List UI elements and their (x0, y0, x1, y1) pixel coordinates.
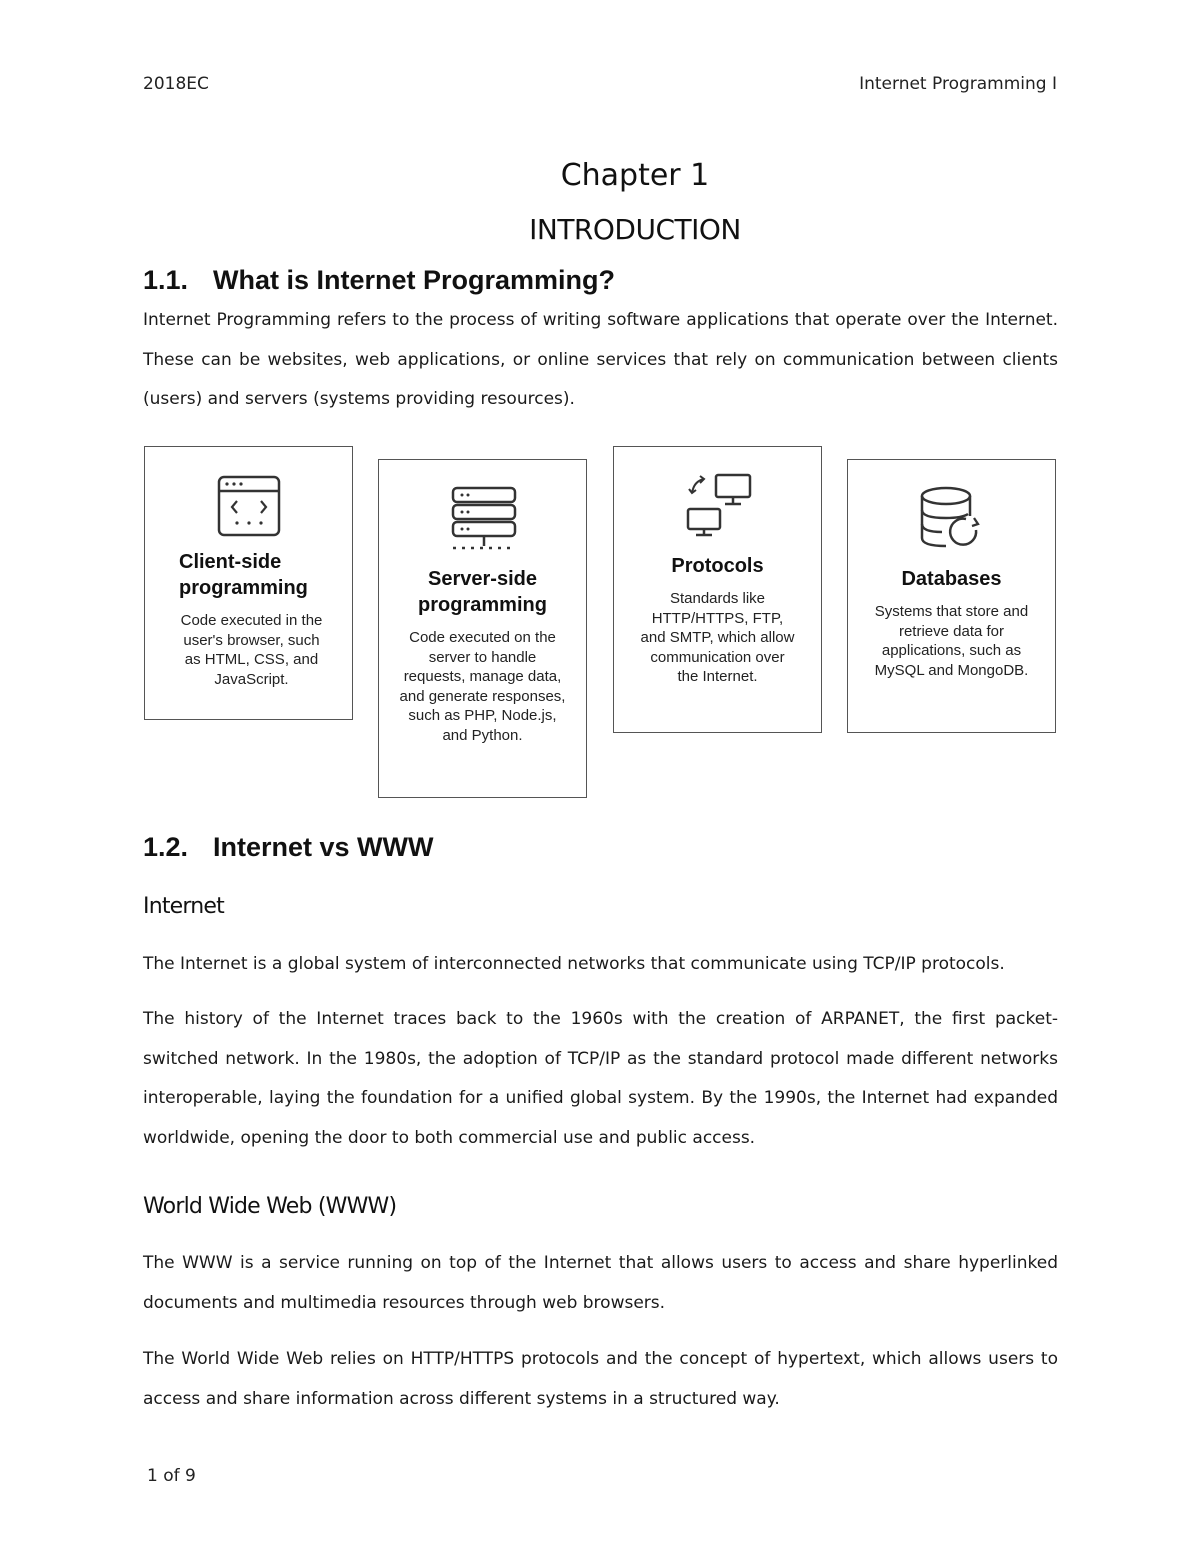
chapter-subtitle: INTRODUCTION (529, 213, 741, 246)
server-rack-icon (451, 486, 517, 556)
section-1-title: What is Internet Programming? (213, 265, 616, 295)
card-protocols-desc: Standards like HTTP/HTTPS, FTP, and SMTP, which allow communication over the Internet. (640, 590, 795, 685)
www-heading: World Wide Web (WWW) (143, 1194, 397, 1219)
card-databases-desc: Systems that store and retrieve data for applications, such as MySQL and MongoDB. (874, 603, 1029, 679)
header-right: Internet Programming I (859, 74, 1057, 94)
internet-paragraph-2: The history of the Internet traces back to the 1960s with the creation of ARPANET, the first packet-switched network. In the 1980s, the adoption of TCP/IP as the standard protocol made different networks interoperable, laying the foundation for a unified global system. By the 1990s, the Internet had expanded worldwide, opening the door to both commercial use and public access. (143, 1009, 1058, 1148)
card-databases-title: Databases (901, 568, 1002, 590)
card-client-side-title: Client-side programming (179, 551, 308, 599)
database-icon (918, 486, 988, 556)
section-2-title: Internet vs WWW (213, 832, 434, 862)
card-client-side-desc: Code executed in the user's browser, such as HTML, CSS, and JavaScript. (180, 612, 323, 688)
internet-heading: Internet (143, 894, 224, 919)
chapter-title: Chapter 1 (560, 158, 710, 193)
www-paragraph-1: The WWW is a service running on top of the Internet that allows users to access and share hyperlinked documents and multimedia resources through web browsers. (143, 1253, 1058, 1313)
card-server-side-title: Server-side programming (418, 568, 547, 616)
section-2-heading (143, 832, 434, 863)
header-left: 2018EC (143, 74, 209, 94)
internet-paragraph-1: The Internet is a global system of interconnected networks that communicate using TCP/IP protocols. (143, 954, 1005, 974)
browser-code-icon (217, 475, 281, 541)
card-protocols (613, 446, 822, 733)
section-1-paragraph: Internet Programming refers to the process of writing software applications that operate over the Internet. These can be websites, web applications, or online services that rely on communication between clients (users) and servers (systems providing resources). (143, 310, 1058, 409)
section-1-heading (143, 265, 615, 296)
network-computers-icon (684, 473, 754, 541)
page-number: 1 of 9 (147, 1466, 196, 1486)
card-databases (847, 459, 1056, 733)
card-protocols-title: Protocols (671, 555, 764, 577)
www-paragraph-2: The World Wide Web relies on HTTP/HTTPS protocols and the concept of hypertext, which allows users to access and share information across different systems in a structured way. (143, 1349, 1058, 1409)
card-server-side (378, 459, 587, 798)
section-2-number: 1.2. (143, 832, 189, 862)
section-1-number: 1.1. (143, 265, 189, 295)
card-client-side (144, 446, 353, 720)
card-server-side-desc: Code executed on the server to handle requests, manage data, and generate responses, such as PHP, Node.js, and Python. (399, 629, 566, 744)
